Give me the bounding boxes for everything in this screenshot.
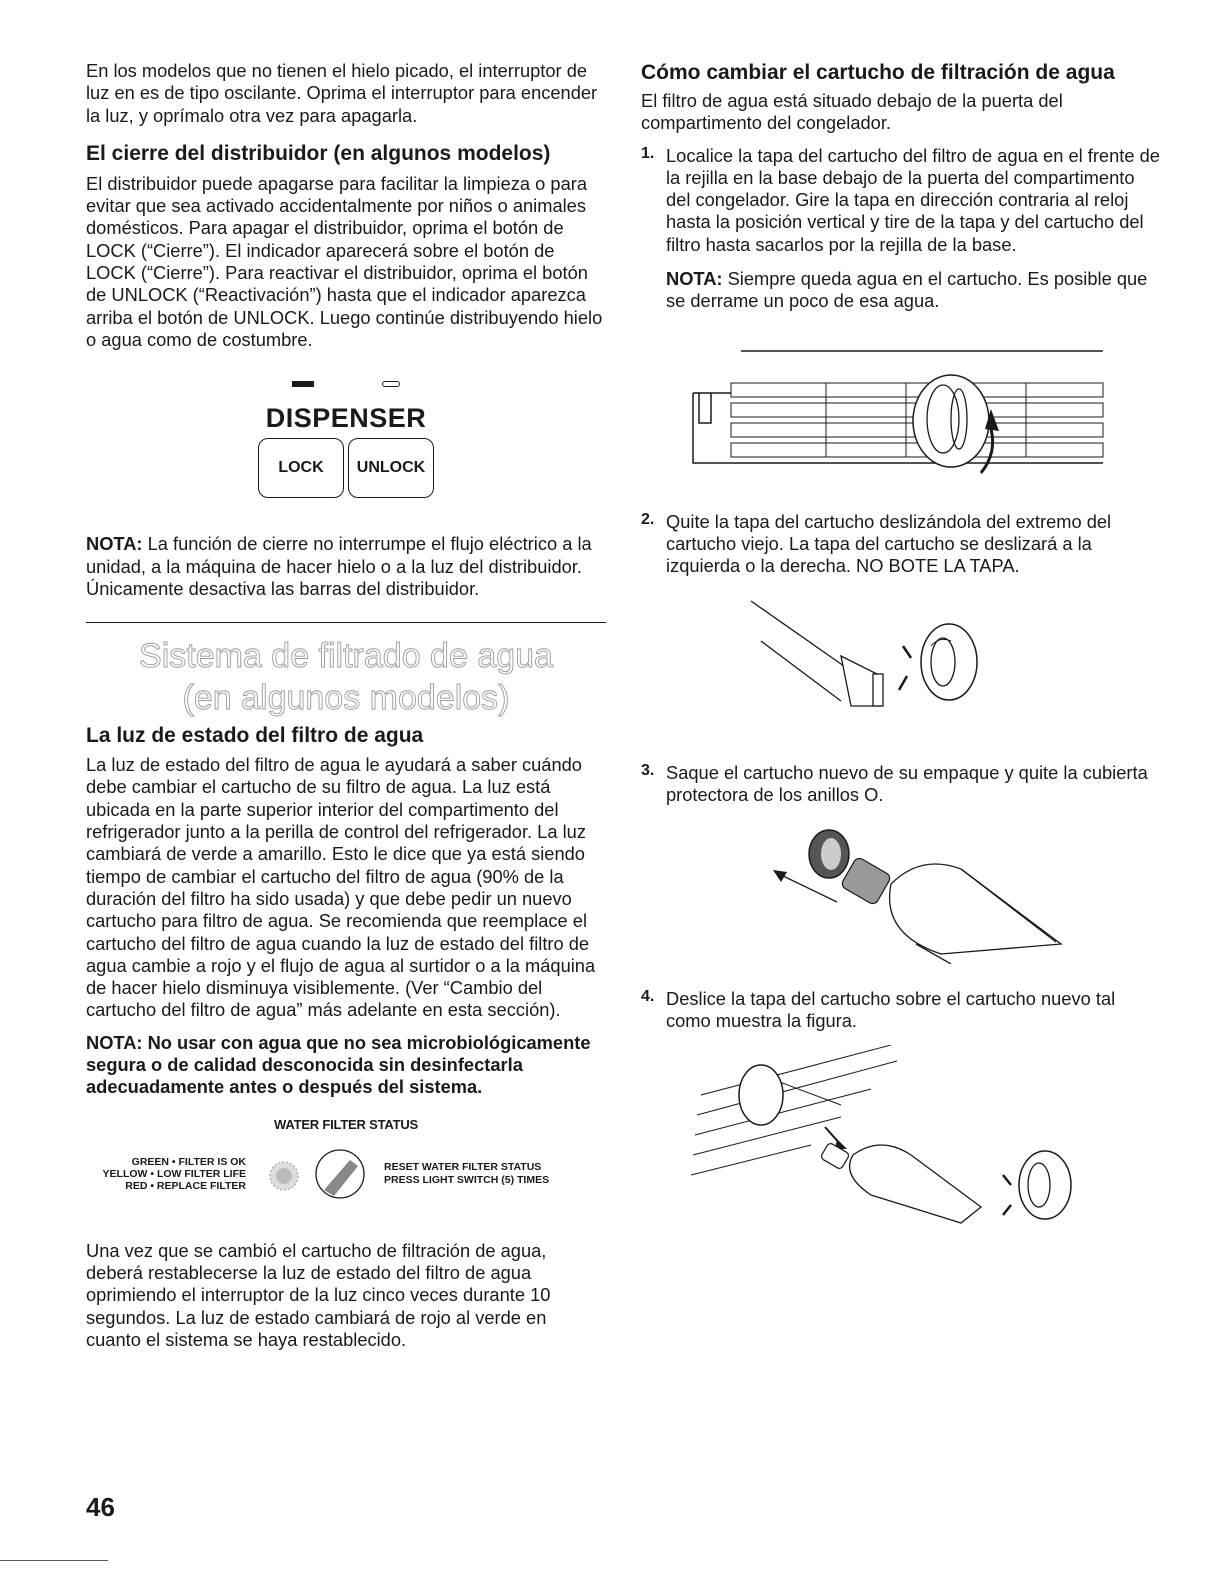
- dispenser-title: DISPENSER: [265, 403, 427, 434]
- step-3: [641, 762, 1161, 807]
- change-filter-heading: Cómo cambiar el cartucho de filtración de agua: [641, 61, 1115, 84]
- lock-indicator-icon: [292, 381, 314, 387]
- install-cap-illustration: [641, 1045, 1161, 1235]
- status-heading: La luz de estado del filtro de agua: [86, 724, 424, 748]
- remove-cap-illustration: [641, 586, 1161, 736]
- left-column: [86, 60, 606, 1351]
- new-cartridge-illustration: [641, 814, 1161, 964]
- step-4: [641, 988, 1161, 1033]
- page-number: 46: [86, 1492, 115, 1522]
- intro-paragraph: En los modelos que no tienen el hielo picado, el interruptor de luz en es de tipo oscilante. Oprima el interruptor para encender la luz, y oprímalo otra vez para apagarla.: [86, 60, 598, 126]
- step-1-nota-text: Siempre queda agua en el cartucho. Es posible que se derrame un poco de esa agua.: [666, 268, 1148, 312]
- base-grille-illustration: [641, 333, 1161, 493]
- step-2-number: 2.: [641, 510, 655, 528]
- status-yellow: YELLOW • LOW FILTER LIFE: [102, 1167, 246, 1180]
- nota-1: [86, 533, 606, 600]
- unlock-indicator-icon: [382, 381, 400, 387]
- water-filter-status-panel: [86, 1146, 606, 1202]
- step-1: [641, 145, 1161, 313]
- step-3-text: Saque el cartucho nuevo de su empaque y quite la cubierta protectora de los anillos O.: [666, 761, 1148, 805]
- status-green: GREEN • FILTER IS OK: [131, 1155, 246, 1168]
- section-title: Sistema de filtrado de agua: [139, 637, 553, 676]
- step-4-text: Deslice la tapa del cartucho sobre el cartucho nuevo tal como muestra la figura.: [666, 988, 1116, 1032]
- nota-1-label: NOTA:: [86, 533, 143, 555]
- status-light-and-switch-icon: [254, 1146, 374, 1202]
- step-2-text: Quite la tapa del cartucho deslizándola del extremo del cartucho viejo. La tapa del cartucho se deslizará a la izquierda o la derecha. NO BOTE LA TAPA.: [666, 510, 1112, 577]
- step-3-number: 3.: [641, 761, 655, 779]
- right-column: [641, 60, 1161, 1235]
- lock-button: LOCK: [258, 438, 344, 498]
- step-1-nota: [666, 268, 1161, 313]
- lock-paragraph: El distribuidor puede apagarse para facilitar la limpieza o para evitar que sea activado accidentalmente por niños o animales domésticos. Para apagar el distribuidor, oprima el botón de LOCK (“Cierre”). El indicador aparecerá sobre el botón de LOCK (“Cierre”). Para reactivar el distribuidor, oprima el botón de UNLOCK (“Reactivación”) hasta que el indicador aparezca arriba el botón de UNLOCK. Luego continúe distribuyendo hielo o agua como de costumbre.: [86, 172, 603, 350]
- step-1-number: 1.: [641, 144, 655, 162]
- section-subtitle: (en algunos modelos): [182, 679, 510, 718]
- reset-paragraph: Una vez que se cambió el cartucho de filtración de agua, deberá restablecerse la luz de estado del filtro de agua oprimiendo el interruptor de la luz cinco veces durante 10 segundos. La luz de estado cambiará de rojo al verde en cuanto el sistema se haya restablecido.: [86, 1239, 551, 1350]
- reset-instruction: PRESS LIGHT SWITCH (5) TIMES: [384, 1173, 550, 1186]
- right-intro: El filtro de agua está situado debajo de la puerta del compartimento del congelador.: [641, 90, 1063, 134]
- nota-2: NOTA: No usar con agua que no sea microbiológicamente segura o de calidad desconocida sin desinfectarla adecuadamente antes o después del sistema.: [86, 1031, 591, 1098]
- step-2: [641, 511, 1161, 578]
- status-paragraph: La luz de estado del filtro de agua le ayudará a saber cuándo debe cambiar el cartucho de su filtro de agua. La luz está ubicada en la parte superior interior del compartimento del refrigerador junto a la perilla de control del refrigerador. La luz cambiará de verde a amarillo. Esto le dice que ya está siendo tiempo de cambiar el cartucho del filtro de agua (90% de la duración del filtro ha sido usada) y que debe pedir un nuevo cartucho para filtro de agua. Se recomienda que reemplace el cartucho del filtro de agua cuando la luz de estado del filtro de agua cambie a rojo y el flujo de agua al surtidor o a la máquina de hacer hielo disminuya visiblemente. (Ver “Cambio del cartucho del filtro de agua” más adelante en esta sección).: [86, 754, 596, 1021]
- step-1-nota-label: NOTA:: [666, 268, 723, 290]
- reset-label: RESET WATER FILTER STATUS: [384, 1160, 542, 1173]
- unlock-button: UNLOCK: [348, 438, 434, 498]
- step-4-number: 4.: [641, 988, 655, 1006]
- footer-line: [0, 1560, 108, 1561]
- nota-1-text: La función de cierre no interrumpe el flujo eléctrico a la unidad, a la máquina de hacer hielo o a la luz del distribuidor. Únicamente desactiva las barras del distribuidor.: [86, 533, 592, 599]
- step-1-text: Localice la tapa del cartucho del filtro de agua en el frente de la rejilla en la base debajo de la puerta del compartimento del congelador. Gire la tapa en dirección contraria al reloj hasta la posición vertical y tire de la tapa y del cartucho del filtro hasta sacarlos por la rejilla de la base.: [666, 144, 1160, 255]
- lock-heading: El cierre del distribuidor (en algunos modelos): [86, 141, 551, 165]
- water-filter-status-title: WATER FILTER STATUS: [274, 1116, 418, 1132]
- lock-indicators: [86, 371, 606, 391]
- dispenser-panel-illustration: [86, 371, 606, 521]
- status-red: RED • REPLACE FILTER: [125, 1179, 246, 1192]
- section-divider: [86, 622, 606, 623]
